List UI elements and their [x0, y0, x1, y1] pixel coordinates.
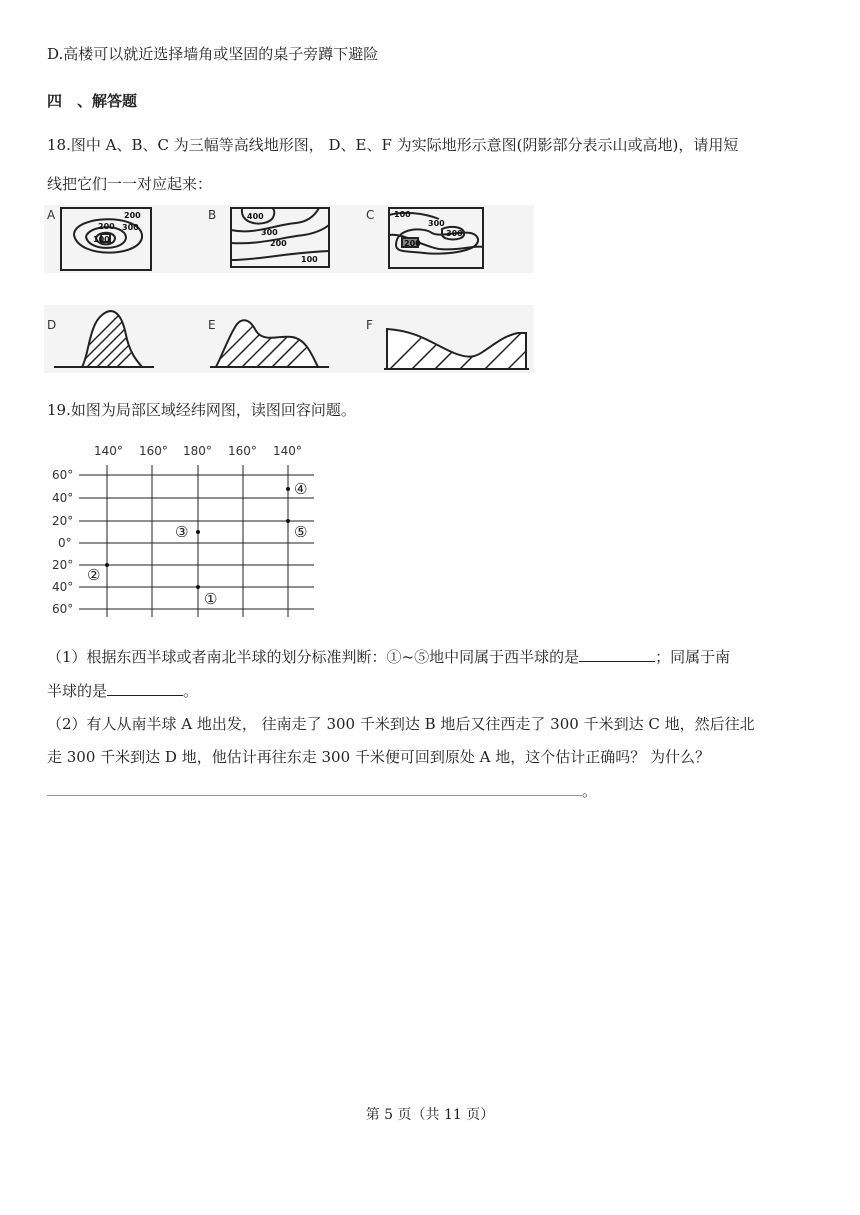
panel-label-f: F [366, 318, 373, 332]
lat-label: 60° [52, 602, 74, 616]
svg-text:200: 200 [124, 211, 141, 220]
svg-text:100: 100 [93, 235, 110, 244]
lat-label: 0° [58, 536, 72, 550]
answer-blank-long[interactable] [47, 781, 582, 796]
lon-label: 140° [94, 444, 123, 458]
q18-line1: 18.图中 A、B、C 为三幅等高线地形图， D、E、F 为实际地形示意图(阴影部分表示山或高地)，请用短 [47, 136, 739, 154]
panel-label-d: D [47, 318, 57, 332]
q19-sub2-line2: 走 300 千米到达 D 地，他估计再往东走 300 千米便可回到原处 A 地，这个估计正确吗？ 为什么？ [47, 748, 711, 766]
q19-intro: 19.如图为局部区域经纬网图，读图回容问题。 [47, 401, 356, 419]
q19-sub2-line1: （2）有人从南半球 A 地出发， 往南走了 300 千米到达 B 地后又往西走了 300 千米到达 C 地，然后往北 [47, 715, 755, 733]
svg-text:200: 200 [270, 239, 287, 248]
svg-text:300: 300 [261, 228, 278, 237]
point-5: ⑤ [294, 523, 308, 541]
lat-label: 20° [52, 514, 74, 528]
answer-blank-south[interactable] [107, 681, 183, 696]
svg-text:300: 300 [122, 223, 139, 232]
lat-label: 40° [52, 491, 74, 505]
panel-label-c: C [366, 208, 375, 222]
svg-text:100: 100 [301, 255, 318, 264]
lat-label: 40° [52, 580, 74, 594]
q19-sub1-line1: （1）根据东西半球或者南北半球的划分标准判断：①~⑤地中同属于西半球的是 ；同属于南 [47, 648, 731, 666]
q19-sub1-line2: 半球的是 。 [47, 682, 199, 700]
lon-label: 140° [273, 444, 302, 458]
svg-text:300: 300 [428, 219, 445, 228]
point-3: ③ [175, 523, 189, 541]
answer-blank-west[interactable] [579, 647, 655, 662]
point-1: ① [204, 590, 218, 608]
q18-line2: 线把它们一一对应起来： [47, 175, 213, 193]
lon-label: 160° [228, 444, 257, 458]
svg-text:100: 100 [394, 210, 411, 219]
lat-label: 60° [52, 468, 74, 482]
page-footer: 第 5 页（共 11 页） [365, 1107, 495, 1123]
panel-label-b: B [208, 208, 217, 222]
section-title: 四 、解答题 [47, 92, 138, 110]
svg-text:200: 200 [404, 239, 421, 248]
panel-label-e: E [208, 318, 216, 332]
svg-text:200: 200 [98, 222, 115, 231]
option-d: D.高楼可以就近选择墙角或坚固的桌子旁蹲下避险 [47, 45, 379, 63]
lat-label: 20° [52, 558, 74, 572]
point-2: ② [87, 566, 101, 584]
q18-figure [44, 205, 534, 373]
point-4: ④ [294, 480, 308, 498]
lon-label: 180° [183, 444, 212, 458]
q19-answer-line: 。 [47, 780, 597, 801]
lon-label: 160° [139, 444, 168, 458]
svg-text:400: 400 [247, 212, 264, 221]
q19-graticule [44, 437, 334, 622]
svg-text:300: 300 [446, 229, 463, 238]
panel-label-a: A [47, 208, 56, 222]
